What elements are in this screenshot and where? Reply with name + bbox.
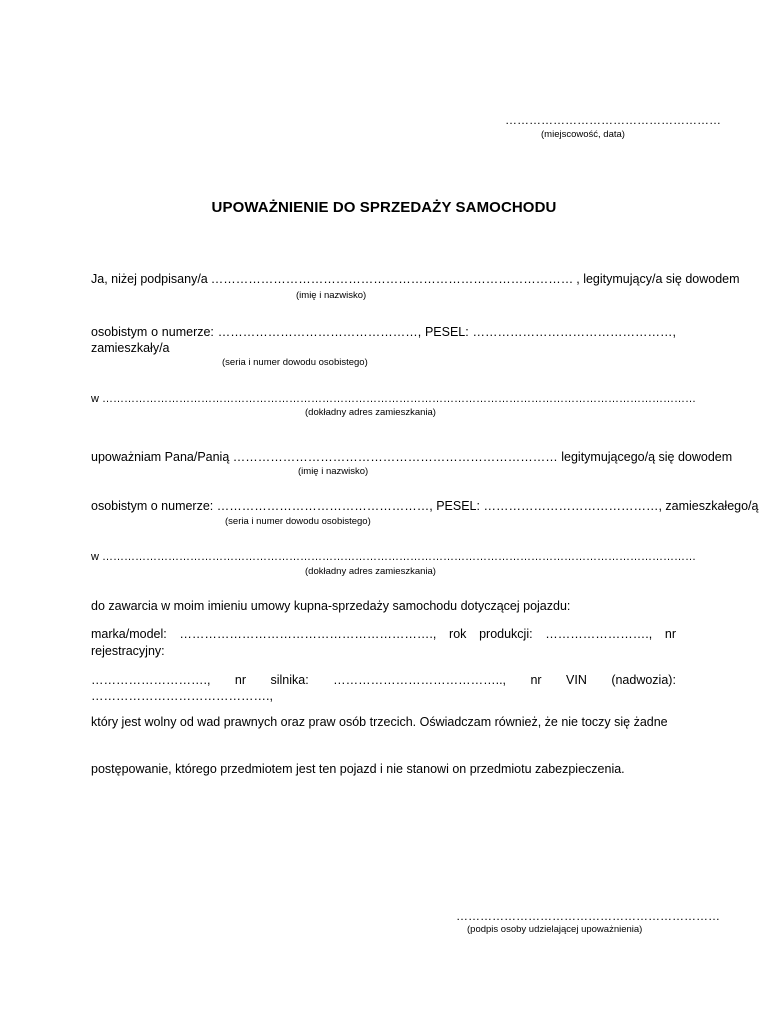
id-number-dots: …………………………………………, [217,325,422,339]
engine-word: nr [234,673,247,687]
vin-label: VIN [566,673,587,687]
grantee-address-caption: (dokładny adres zamieszkania) [305,566,436,577]
grantee-name-line: upoważniam Pana/Panią …………………………………………………………………… legitymującego/ą się dowodem [91,450,733,464]
engine-label: silnika: [270,673,309,687]
registration-dots: ………………………., [91,673,211,687]
vin-word: nr [530,673,542,687]
place-date-caption: (miejscowość, data) [541,129,625,140]
signature-caption: (podpis osoby udzielającej upoważnienia) [467,924,643,935]
reg-word: nr [664,627,676,641]
pesel-dots: …………………………………………, [472,325,676,339]
vehicle-engine-line [91,672,676,688]
grantee-id-line: osobistym o numerze: ……………………………………………, PESEL: ……………………………………, zamieszkałego/ą [91,499,759,513]
registration-label: rejestracyjny: [91,644,165,658]
grantor-address-caption: (dokładny adres zamieszkania) [305,407,436,418]
grantor-name-line [91,271,740,287]
legal-statement-2: postępowanie, którego przedmiotem jest ten pojazd i nie stanowi on przedmiotu zabezpieczenia. [91,762,625,776]
id-word-2: o [151,325,159,339]
id-word-3: numerze: [161,325,214,339]
vehicle-intro: do zawarcia w moim imieniu umowy kupna-sprzedaży samochodu dotyczącej pojazdu: [91,599,571,613]
year-label: produkcji: [479,627,533,641]
grantee-name-caption: (imię i nazwisko) [298,466,369,477]
legal-statement-1: który jest wolny od wad prawnych oraz praw osób trzecich. Oświadczam również, że nie toczy się żadne [91,715,668,729]
id-word-1: osobistym [91,325,148,339]
signature-line: ………………………………………………………… [456,909,720,923]
vin-dots: ……………………………………., [91,689,273,703]
grantee-id-caption: (seria i numer dowodu osobistego) [225,516,371,527]
pesel-label: PESEL: [424,325,469,339]
grantor-residence-label: zamieszkały/a [91,341,170,355]
vehicle-model-line [91,626,676,642]
grantee-address-line: w ……………………………………………………………………………………………………………………………………………… [91,551,696,563]
document-title: UPOWAŻNIENIE DO SPRZEDAŻY SAMOCHODU [211,199,557,216]
grantor-address-line: w ……………………………………………………………………………………………………………………………………………… [91,393,696,405]
grantor-name-dots: …………………………………………………………………………… [210,272,574,286]
body-label: (nadwozia): [611,673,676,687]
grantor-id-intro: , legitymujący/a się dowodem [576,272,740,286]
grantor-id-line [91,324,676,340]
place-date-line: ……………………………………………… [505,113,721,127]
model-label: marka/model: [91,627,167,641]
year-dots: ……………………., [545,627,653,641]
year-word: rok [449,627,467,641]
engine-dots: ………………………………….., [333,673,507,687]
grantor-intro: Ja, niżej podpisany/a [91,272,208,286]
grantor-name-caption: (imię i nazwisko) [296,290,367,301]
model-dots: ……………………………………………………., [179,627,437,641]
grantor-id-caption: (seria i numer dowodu osobistego) [222,357,368,368]
